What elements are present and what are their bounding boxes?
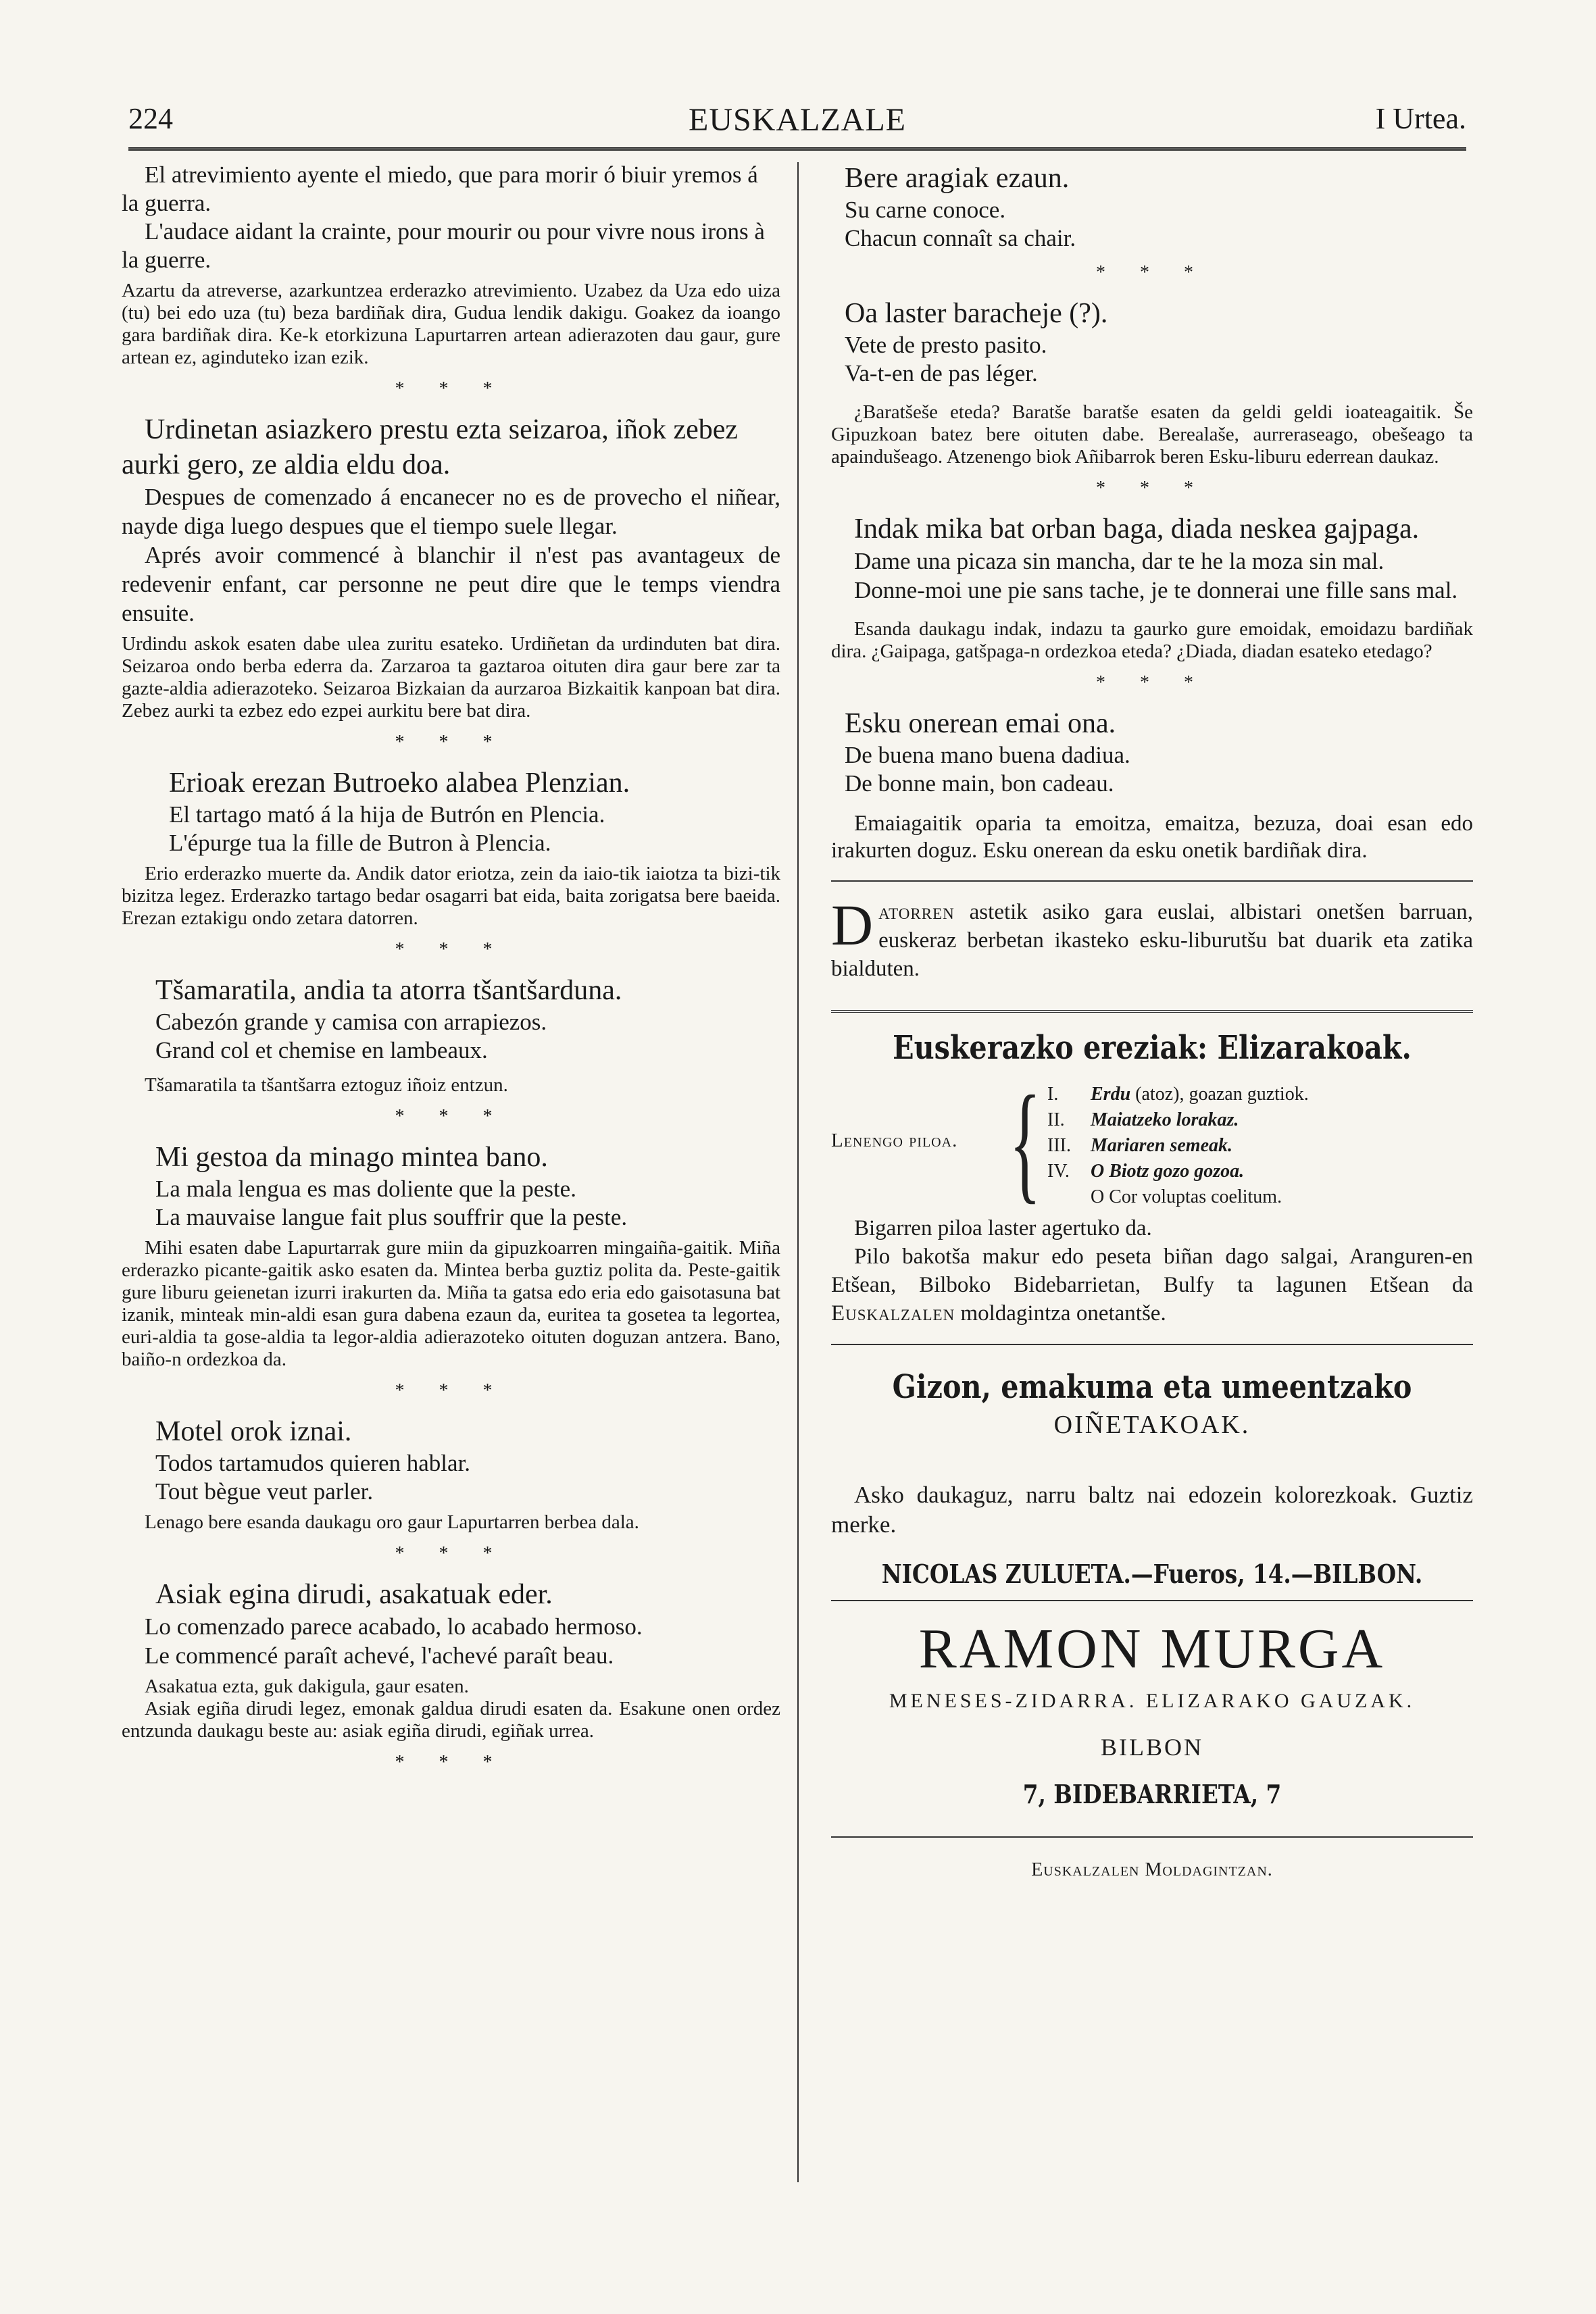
hymn-ad-text: Pilo bakotša makur edo peseta biñan dago salgai, Aranguren-en Etšean, Bilboko Bidebarrietan, Bulfy ta lagunen Etšean da Euskalzalen moldagintza onetantše. <box>831 1244 1473 1326</box>
separator-stars: * * * <box>395 1752 507 1773</box>
proverb-french: L'épurge tua la fille de Butron à Plencia. <box>169 830 551 856</box>
proverb-spanish: Dame una picaza sin mancha, dar te he la moza sin mal. <box>854 548 1385 574</box>
proverb-basque: Mi gestoa da minago mintea bano. <box>155 1142 548 1173</box>
proverb-basque: Indak mika bat orban baga, diada neskea gajpaga. <box>854 513 1420 545</box>
proverb-french: Tout bègue veut parler. <box>155 1478 374 1505</box>
proverb-note: Asiak egiña dirudi legez, emonak galdua dirudi esaten da. Esakune onen ordez entzunda daukagu beste au: asiak egiña dirudi, egiñak urrea. <box>122 1698 780 1742</box>
right-column <box>831 161 1473 1881</box>
separator-stars: * * * <box>395 939 507 960</box>
proverb-french: Chacun connaît sa chair. <box>845 225 1076 251</box>
proverb-note: ¿Baratšeše eteda? Baratše baratše esaten da geldi geldi ioateagaitik. Še Gipuzkoan batez bere oituten dabe. Berealaše, aurreraseago, obešeago ta apaindušeago. Atzenengo biok Añibarrok beren Esku-liburu ederrean daukaz. <box>831 401 1473 468</box>
separator-stars: * * * <box>1096 262 1208 283</box>
proverb-spanish: Cabezón grande y camisa con arrapiezos. <box>155 1009 547 1035</box>
journal-title: EUSKALZALE <box>689 102 906 138</box>
list-item: IV. O Biotz gozo gozoa. <box>1047 1161 1245 1182</box>
separator-stars: * * * <box>395 378 507 399</box>
separator-stars: * * * <box>395 1380 507 1401</box>
list-item: O Cor voluptas coelitum. <box>1091 1186 1282 1207</box>
proverb-basque: Erioak erezan Butroeko alabea Plenzian. <box>169 768 630 799</box>
proverb-note: Erio erderazko muerte da. Andik dator eriotza, zein da iaio-tik iaiotza ta bizi-tik bizitza legez. Erderazko tartago bedar osagarri bat eida, baita zorigatsa bere baeida. Erezan eztakigu ondo zetara datorren. <box>122 863 780 929</box>
proverb-basque: Urdinetan asiazkero prestu ezta seizaroa, iñok zebez aurki gero, ze aldia eldu doa. <box>122 414 739 480</box>
proverb-spanish: Vete de presto pasito. <box>845 332 1047 358</box>
announcement-smallcaps: atorren <box>878 900 955 924</box>
section-rule <box>831 1600 1473 1601</box>
proverb-basque: Oa laster baracheje (?). <box>845 298 1108 329</box>
separator-stars: * * * <box>395 1543 507 1564</box>
proverb-spanish: Lo comenzado parece acabado, lo acabado hermoso. <box>145 1613 643 1640</box>
proverb-french: Grand col et chemise en lambeaux. <box>155 1037 488 1063</box>
proverb-note: Tšamaratila ta tšantšarra eztoguz iñoiz entzun. <box>145 1074 508 1096</box>
proverb-french: La mauvaise langue fait plus souffrir que la peste. <box>155 1204 628 1230</box>
proverb-spanish: De buena mano buena dadiua. <box>845 742 1130 768</box>
list-item: III. Mariaren semeak. <box>1047 1135 1232 1156</box>
proverb-spanish: El tartago mató á la hija de Butrón en Plencia. <box>169 801 605 828</box>
section-rule <box>831 1836 1473 1838</box>
ad-shoes-subtitle: OIÑETAKOAK. <box>1053 1411 1251 1439</box>
intro-french: L'audace aidant la crainte, pour mourir ou pour vivre nous irons à la guerre. <box>122 218 765 273</box>
proverb-french: Aprés avoir commencé à blanchir il n'est pas avantageux de redevenir enfant, car personne ne peut dire que le temps viendra ensuite. <box>122 542 780 626</box>
ad-murga-line: MENESES-ZIDARRA. ELIZARAKO GAUZAK. <box>889 1690 1416 1712</box>
list-item: II. Maiatzeko lorakaz. <box>1047 1109 1239 1130</box>
proverb-note: Esanda daukagu indak, indazu ta gaurko gure emoidak, emoidazu bardiñak dira. ¿Gaipaga, gatšpaga-n ordezkoa eteda? ¿Diada, diadan esateko etedago? <box>831 618 1473 662</box>
separator-stars: * * * <box>395 732 507 753</box>
column-divider <box>797 162 799 2182</box>
proverb-note: Asakatua ezta, guk dakigula, gaur esaten. <box>145 1676 469 1697</box>
proverb-spanish: Su carne conoce. <box>845 197 1006 223</box>
page-number: 224 <box>128 102 173 135</box>
proverb-basque: Tšamaratila, andia ta atorra tšantšarduna. <box>155 975 622 1006</box>
intro-note: Azartu da atreverse, azarkuntzea erderazko atrevimiento. Uzabez da Uza edo uiza (tu) bei edo uza (tu) beza bardiñak dira, Gudua lendik dakigu. Goakez da ioango gara bardiñak dira. Ke-k etorkizuna Lapurtarren artean adierazoten dau gaur, gure artean ez, aginduteko izan ezik. <box>122 280 780 368</box>
proverb-spanish: Todos tartamudos quieren hablar. <box>155 1450 471 1476</box>
section-rule <box>831 1010 1473 1013</box>
issue-year: I Urtea. <box>1375 102 1466 135</box>
announcement <box>831 892 1473 983</box>
hymn-ad-text: Bigarren piloa laster agertuko da. <box>854 1216 1152 1240</box>
proverb-spanish: Despues de comenzado á encanecer no es de provecho el niñear, nayde diga luego despues que el tiempo suele llegar. <box>122 484 780 539</box>
ad-hymns-title: Euskerazko ereziak: Elizarakoak. <box>893 1029 1412 1067</box>
separator-stars: * * * <box>1096 672 1208 693</box>
ad-murga-city: BILBON <box>1101 1734 1203 1761</box>
left-column <box>122 161 780 1786</box>
proverb-french: Va-t-en de pas léger. <box>845 360 1038 386</box>
proverb-basque: Asiak egina dirudi, asakatuak eder. <box>155 1579 553 1610</box>
proverb-note: Mihi esaten dabe Lapurtarrak gure miin da gipuzkoarren mingaiña-gaitik. Miña erderazko picante-gaitik asko esaten da. Mintea berba guztiz polita da. Peste-gaitik gure liburu geienetan izurri irakurten da. Miña ta gatsa edo eria edo gaisotasuna bat izanik, minteak min-aldi esan gura dabena ezaun da, euritea ta gosetea ta legortea, euri-aldia ta gose-aldia ta legor-aldia adierazoteko oituten doguzan antzera. Bano, baiño-n ordezkoa da. <box>122 1237 780 1370</box>
ad-shoes-body: Asko daukaguz, narru baltz nai edozein kolorezkoak. Guztiz merke. <box>831 1482 1473 1538</box>
proverb-french: De bonne main, bon cadeau. <box>845 770 1114 797</box>
separator-stars: * * * <box>1096 478 1208 499</box>
brace-icon: { <box>1009 1069 1041 1215</box>
section-rule <box>831 880 1473 882</box>
hymn-list <box>1047 1082 1309 1210</box>
ad-murga-address: 7, BIDEBARRIETA, 7 <box>1022 1779 1282 1809</box>
separator-stars: * * * <box>395 1106 507 1127</box>
hymn-list-label: Lenengo piloa. <box>831 1130 958 1151</box>
list-item: I. Erdu (atoz), goazan guztiok. <box>1047 1084 1309 1105</box>
announcement-text: astetik asiko gara euslai, albistari onetšen barruan, euskeraz berbetan ikasteko esku-liburutšu bat duarik eta zatika bialduten. <box>831 900 1473 981</box>
proverb-note: Urdindu askok esaten dabe ulea zuritu esateko. Urdiñetan da urdinduten bat dira. Seizaroa ondo berba ederra da. Zarzaroa ta gaztaroa oituten dira gaur bere zar ta gazte-aldia adierazoteko. Seizaroa Bizkaian da aurzaroa Bizkaitik kanpoan bat dira. Zebez aurki ta ezbez edo ezpei aurkitu bere bat dira. <box>122 633 780 722</box>
proverb-spanish: La mala lengua es mas doliente que la peste. <box>155 1176 576 1202</box>
proverb-note: Emaiagaitik oparia ta emoitza, emaitza, bezuza, doai esan edo irakurten doguz. Esku onerean da esku onetik bardiñak dira. <box>831 811 1473 863</box>
proverb-basque: Esku onerean emai ona. <box>845 708 1116 739</box>
proverb-basque: Motel orok iznai. <box>155 1416 352 1447</box>
header-rule <box>128 147 1466 151</box>
section-rule <box>831 1344 1473 1345</box>
ad-murga-name: RAMON MURGA <box>918 1617 1386 1680</box>
hymn-list-block <box>831 1069 1473 1215</box>
printer-imprint: Euskalzalen Moldagintzan. <box>1031 1859 1273 1880</box>
intro-spanish: El atrevimiento ayente el miedo, que para morir ó biuir yremos á la guerra. <box>122 161 758 216</box>
proverb-french: Le commencé paraît achevé, l'achevé paraît beau. <box>145 1642 614 1669</box>
dropcap-letter: D <box>831 892 874 957</box>
proverb-french: Donne-moi une pie sans tache, je te donnerai une fille sans mal. <box>854 577 1458 603</box>
ad-shoes-title: Gizon, emakuma eta umeentzako <box>892 1368 1412 1406</box>
ad-shoes-address: NICOLAS ZULUETA.—Fueros, 14.—BILBON. <box>881 1559 1423 1589</box>
proverb-note: Lenago bere esanda daukagu oro gaur Lapurtarren berbea dala. <box>145 1511 639 1533</box>
page-header <box>128 101 1466 145</box>
proverb-basque: Bere aragiak ezaun. <box>845 163 1070 194</box>
